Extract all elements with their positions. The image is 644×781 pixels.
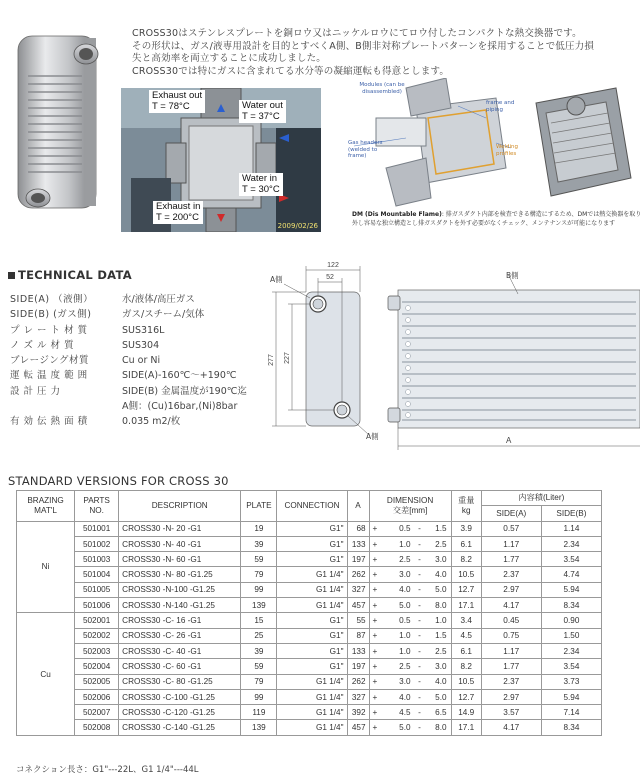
spec-key bbox=[10, 399, 122, 414]
description: CROSS30 -C-120 -G1.25 bbox=[119, 705, 241, 720]
weight-kg: 4.5 bbox=[451, 628, 481, 643]
description: CROSS30 -C-100 -G1.25 bbox=[119, 689, 241, 704]
label-a-side-bottom: A側 bbox=[366, 432, 379, 441]
spec-row bbox=[10, 368, 247, 383]
col-parts bbox=[75, 491, 119, 522]
spec-key: ブレージング材質 bbox=[10, 355, 90, 367]
spec-value: A側：(Cu)16bar,(Ni)8bar bbox=[122, 401, 238, 413]
technical-data-heading bbox=[8, 268, 132, 282]
spec-value: SIDE(B) 金属温度が190℃迄 bbox=[122, 385, 247, 397]
table-row bbox=[17, 689, 602, 704]
a-length: 197 bbox=[347, 659, 369, 674]
tolerance-max: 2.5 bbox=[435, 646, 447, 656]
connection: G1 1/4" bbox=[277, 720, 347, 735]
a-length: 262 bbox=[347, 567, 369, 582]
volume-side-a: 3.57 bbox=[481, 705, 541, 720]
dm-caption bbox=[352, 210, 642, 228]
plate-count: 139 bbox=[241, 598, 277, 613]
connection: G1 1/4" bbox=[277, 705, 347, 720]
weight-kg: 12.7 bbox=[451, 582, 481, 597]
photo-date: 2009/02/26 bbox=[277, 222, 318, 230]
connection: G1" bbox=[277, 628, 347, 643]
weight-kg: 3.4 bbox=[451, 613, 481, 628]
table-row bbox=[17, 720, 602, 735]
tolerance-max: 1.0 bbox=[435, 616, 447, 626]
col-description: DESCRIPTION bbox=[119, 491, 241, 522]
intro-line-2: その形状は、ガス/液専用設計を目的とすべくA側、B側非対称プレートパターンを採用することで低圧力損 bbox=[132, 40, 595, 52]
dash-sign: - bbox=[418, 585, 421, 595]
dash-sign: - bbox=[418, 631, 421, 641]
part-number: 502007 bbox=[75, 705, 119, 720]
label-exhaust-in-title: Exhaust in bbox=[156, 201, 201, 212]
weight-kg: 10.5 bbox=[451, 567, 481, 582]
volume-side-a: 4.17 bbox=[481, 720, 541, 735]
spec-key: ノ ズ ル 材 質 bbox=[10, 339, 75, 351]
plate-count: 139 bbox=[241, 720, 277, 735]
front-view-drawing bbox=[268, 256, 388, 446]
weight-kg: 6.1 bbox=[451, 536, 481, 551]
dimension-tolerance bbox=[369, 689, 451, 704]
plate-count: 59 bbox=[241, 552, 277, 567]
weight-kg: 12.7 bbox=[451, 689, 481, 704]
volume-side-b: 8.34 bbox=[541, 598, 601, 613]
plus-sign: + bbox=[372, 600, 378, 610]
intro-line-1: CROSS30はステンレスプレートを銅ロウ又はニッケルロウにてロウ付したコンパクトな熱交換器です。 bbox=[132, 28, 582, 39]
tolerance-max: 8.0 bbox=[435, 723, 447, 733]
spec-list bbox=[10, 292, 247, 430]
connection: G1 1/4" bbox=[277, 567, 347, 582]
spec-value: 0.035 m2/枚 bbox=[122, 416, 181, 428]
label-b-side: B側 bbox=[506, 271, 519, 280]
tolerance-min: 2.5 bbox=[399, 661, 411, 671]
part-number: 501005 bbox=[75, 582, 119, 597]
plus-sign: + bbox=[372, 524, 378, 534]
volume-side-b: 5.94 bbox=[541, 689, 601, 704]
tolerance-min: 2.5 bbox=[399, 554, 411, 564]
table-row bbox=[17, 521, 602, 536]
dimension-tolerance bbox=[369, 567, 451, 582]
spec-key: SIDE(A) （液側） bbox=[10, 294, 94, 305]
col-side-a: SIDE(A) bbox=[481, 506, 541, 521]
label-water-in-temp: T = 30°C bbox=[242, 183, 280, 195]
table-row bbox=[17, 567, 602, 582]
description: CROSS30 -C- 60 -G1 bbox=[119, 659, 241, 674]
spec-row bbox=[10, 414, 247, 429]
plate-count: 15 bbox=[241, 613, 277, 628]
volume-side-b: 7.14 bbox=[541, 705, 601, 720]
plate-count: 59 bbox=[241, 659, 277, 674]
spec-key: プ レ ー ト 材 質 bbox=[10, 324, 88, 336]
a-length: 327 bbox=[347, 582, 369, 597]
plate-count: 25 bbox=[241, 628, 277, 643]
plus-sign: + bbox=[372, 646, 378, 656]
col-parts-line1: PARTS bbox=[83, 496, 110, 506]
table-row bbox=[17, 674, 602, 689]
tolerance-min: 5.0 bbox=[399, 600, 411, 610]
dimension-tolerance bbox=[369, 613, 451, 628]
plus-sign: + bbox=[372, 692, 378, 702]
spec-key: 設 計 圧 力 bbox=[10, 385, 61, 397]
weight-kg: 6.1 bbox=[451, 643, 481, 658]
connection: G1" bbox=[277, 552, 347, 567]
tolerance-min: 5.0 bbox=[399, 723, 411, 733]
plus-sign: + bbox=[372, 677, 378, 687]
spec-row bbox=[10, 307, 247, 322]
col-brazing-line1: BRAZING bbox=[27, 496, 64, 506]
volume-side-b: 4.74 bbox=[541, 567, 601, 582]
dimension-tolerance bbox=[369, 674, 451, 689]
connection: G1" bbox=[277, 643, 347, 658]
label-exhaust-in bbox=[153, 201, 203, 224]
spec-row bbox=[10, 338, 247, 353]
dm-caption-text: : 排ガスダクト内部を検査できる構造にするため、DMでは熱交換器を取り外し容易な独立構造とし排ガスダクトを外す必要がなくチェック、メンテナンスが可能になります bbox=[352, 211, 642, 227]
connection: G1" bbox=[277, 659, 347, 674]
volume-side-b: 5.94 bbox=[541, 582, 601, 597]
part-number: 501002 bbox=[75, 536, 119, 551]
plus-sign: + bbox=[372, 707, 378, 717]
label-exhaust-out-title: Exhaust out bbox=[152, 90, 203, 101]
a-length: 457 bbox=[347, 720, 369, 735]
connection: G1" bbox=[277, 536, 347, 551]
spec-key: 有 効 伝 熱 面 積 bbox=[10, 416, 88, 428]
plus-sign: + bbox=[372, 723, 378, 733]
tolerance-min: 0.5 bbox=[399, 524, 411, 534]
volume-side-b: 1.50 bbox=[541, 628, 601, 643]
description: CROSS30 -C- 80 -G1.25 bbox=[119, 674, 241, 689]
tolerance-max: 2.5 bbox=[435, 539, 447, 549]
tolerance-max: 4.0 bbox=[435, 570, 447, 580]
col-weight-line1: 重量 bbox=[458, 496, 475, 506]
dimension-tolerance bbox=[369, 659, 451, 674]
label-water-out-temp: T = 37°C bbox=[242, 110, 280, 122]
description: CROSS30 -N- 60 -G1 bbox=[119, 552, 241, 567]
table-row bbox=[17, 705, 602, 720]
weight-kg: 10.5 bbox=[451, 674, 481, 689]
tolerance-min: 4.0 bbox=[399, 585, 411, 595]
part-number: 502005 bbox=[75, 674, 119, 689]
spec-value: 水/液体/高圧ガス bbox=[122, 294, 195, 305]
tolerance-min: 4.5 bbox=[399, 707, 411, 717]
col-weight-line2: kg bbox=[461, 505, 471, 515]
dimension-tolerance bbox=[369, 598, 451, 613]
intro-text bbox=[132, 28, 640, 78]
part-number: 502006 bbox=[75, 689, 119, 704]
dm-label-welding: Welding profiles bbox=[496, 144, 519, 157]
label-exhaust-in-temp: T = 200°C bbox=[156, 211, 199, 223]
col-connection: CONNECTION bbox=[277, 491, 347, 522]
spec-row bbox=[10, 292, 247, 307]
spec-value: SUS304 bbox=[122, 339, 160, 351]
dimension-tolerance bbox=[369, 536, 451, 551]
side-view-drawing bbox=[378, 262, 640, 452]
col-dimension-line1: DIMENSION bbox=[386, 496, 434, 506]
dash-sign: - bbox=[418, 646, 421, 656]
connection: G1 1/4" bbox=[277, 598, 347, 613]
description: CROSS30 -N-100 -G1.25 bbox=[119, 582, 241, 597]
dim-122: 122 bbox=[327, 262, 339, 269]
a-length: 68 bbox=[347, 521, 369, 536]
dash-sign: - bbox=[418, 723, 421, 733]
volume-side-b: 2.34 bbox=[541, 643, 601, 658]
plus-sign: + bbox=[372, 585, 378, 595]
intro-line-3: 失と高効率を両立することに成功しました。 bbox=[132, 53, 327, 64]
part-number: 501004 bbox=[75, 567, 119, 582]
plate-count: 119 bbox=[241, 705, 277, 720]
col-capacity: 内容積(Liter) bbox=[481, 491, 601, 506]
spec-row bbox=[10, 399, 247, 414]
tolerance-min: 3.0 bbox=[399, 677, 411, 687]
col-a: A bbox=[347, 491, 369, 522]
a-length: 133 bbox=[347, 536, 369, 551]
dm-caption-title: DM (Dis Mountable Flame) bbox=[352, 211, 442, 218]
dimension-tolerance bbox=[369, 582, 451, 597]
label-water-out bbox=[239, 100, 286, 123]
weight-kg: 8.2 bbox=[451, 552, 481, 567]
dimension-tolerance bbox=[369, 521, 451, 536]
dim-52: 52 bbox=[326, 274, 334, 281]
spec-key: 運 転 温 度 範 囲 bbox=[10, 370, 88, 382]
table-row bbox=[17, 628, 602, 643]
col-plate: PLATE bbox=[241, 491, 277, 522]
standard-versions-title: STANDARD VERSIONS FOR CROSS 30 bbox=[8, 474, 229, 488]
label-exhaust-out-temp: T = 78°C bbox=[152, 100, 190, 112]
label-exhaust-out bbox=[149, 90, 205, 113]
tolerance-max: 6.5 bbox=[435, 707, 447, 717]
dimension-tolerance bbox=[369, 643, 451, 658]
volume-side-a: 2.97 bbox=[481, 582, 541, 597]
col-weight bbox=[451, 491, 481, 522]
dim-277: 277 bbox=[268, 354, 275, 366]
dash-sign: - bbox=[418, 600, 421, 610]
dimension-tolerance bbox=[369, 628, 451, 643]
plus-sign: + bbox=[372, 616, 378, 626]
label-water-out-title: Water out bbox=[242, 100, 283, 111]
part-number: 502003 bbox=[75, 643, 119, 658]
volume-side-b: 8.34 bbox=[541, 720, 601, 735]
dash-sign: - bbox=[418, 677, 421, 687]
volume-side-a: 2.37 bbox=[481, 674, 541, 689]
spec-value: Cu or Ni bbox=[122, 355, 161, 367]
description: CROSS30 -N- 80 -G1.25 bbox=[119, 567, 241, 582]
tolerance-max: 3.0 bbox=[435, 554, 447, 564]
spec-value: ガス/スチーム/気体 bbox=[122, 309, 205, 321]
description: CROSS30 -C- 40 -G1 bbox=[119, 643, 241, 658]
volume-side-a: 4.17 bbox=[481, 598, 541, 613]
table-row bbox=[17, 598, 602, 613]
volume-side-a: 1.17 bbox=[481, 536, 541, 551]
standard-versions-body bbox=[17, 521, 602, 735]
volume-side-b: 0.90 bbox=[541, 613, 601, 628]
col-brazing bbox=[17, 491, 75, 522]
plate-count: 79 bbox=[241, 567, 277, 582]
plate-count: 39 bbox=[241, 643, 277, 658]
table-row bbox=[17, 536, 602, 551]
description: CROSS30 -C-140 -G1.25 bbox=[119, 720, 241, 735]
dimension-tolerance bbox=[369, 720, 451, 735]
a-length: 87 bbox=[347, 628, 369, 643]
connection: G1" bbox=[277, 521, 347, 536]
tolerance-max: 8.0 bbox=[435, 600, 447, 610]
description: CROSS30 -C- 26 -G1 bbox=[119, 628, 241, 643]
a-length: 197 bbox=[347, 552, 369, 567]
part-number: 501001 bbox=[75, 521, 119, 536]
dm-label-modules: Modules (can be disassembled) bbox=[359, 82, 405, 95]
label-water-in-title: Water in bbox=[242, 173, 278, 184]
connection: G1 1/4" bbox=[277, 674, 347, 689]
weight-kg: 3.9 bbox=[451, 521, 481, 536]
standard-versions-table bbox=[16, 490, 602, 736]
weight-kg: 14.9 bbox=[451, 705, 481, 720]
dimension-tolerance bbox=[369, 552, 451, 567]
col-brazing-line2: MAT'L bbox=[34, 505, 57, 515]
a-length: 262 bbox=[347, 674, 369, 689]
spec-key: SIDE(B) (ガス側) bbox=[10, 309, 92, 321]
weight-kg: 8.2 bbox=[451, 659, 481, 674]
tolerance-max: 5.0 bbox=[435, 585, 447, 595]
plate-count: 99 bbox=[241, 582, 277, 597]
col-dimension bbox=[369, 491, 451, 522]
a-length: 392 bbox=[347, 705, 369, 720]
table-row bbox=[17, 582, 602, 597]
part-number: 502002 bbox=[75, 628, 119, 643]
volume-side-b: 2.34 bbox=[541, 536, 601, 551]
tolerance-min: 4.0 bbox=[399, 692, 411, 702]
description: CROSS30 -N- 40 -G1 bbox=[119, 536, 241, 551]
volume-side-b: 1.14 bbox=[541, 521, 601, 536]
part-number: 502008 bbox=[75, 720, 119, 735]
part-number: 501006 bbox=[75, 598, 119, 613]
dim-a: A bbox=[506, 436, 512, 445]
a-length: 55 bbox=[347, 613, 369, 628]
installation-photo bbox=[121, 88, 321, 232]
volume-side-b: 3.54 bbox=[541, 552, 601, 567]
dash-sign: - bbox=[418, 707, 421, 717]
a-length: 133 bbox=[347, 643, 369, 658]
dash-sign: - bbox=[418, 524, 421, 534]
plus-sign: + bbox=[372, 554, 378, 564]
label-a-side-top: A側 bbox=[270, 275, 283, 284]
brazing-material: Ni bbox=[17, 521, 75, 613]
brazing-material: Cu bbox=[17, 613, 75, 735]
description: CROSS30 -N-140 -G1.25 bbox=[119, 598, 241, 613]
dm-label-gas-headers: Gas headers (welded to frame) bbox=[348, 140, 383, 159]
dash-sign: - bbox=[418, 554, 421, 564]
spec-row bbox=[10, 323, 247, 338]
volume-side-a: 2.37 bbox=[481, 567, 541, 582]
plate-count: 19 bbox=[241, 521, 277, 536]
tolerance-max: 1.5 bbox=[435, 524, 447, 534]
product-photo bbox=[6, 26, 106, 218]
spec-row bbox=[10, 353, 247, 368]
tolerance-max: 1.5 bbox=[435, 631, 447, 641]
volume-side-a: 0.57 bbox=[481, 521, 541, 536]
spec-row bbox=[10, 384, 247, 399]
plus-sign: + bbox=[372, 570, 378, 580]
a-length: 457 bbox=[347, 598, 369, 613]
tolerance-min: 1.0 bbox=[399, 539, 411, 549]
table-row bbox=[17, 552, 602, 567]
tolerance-min: 1.0 bbox=[399, 631, 411, 641]
dash-sign: - bbox=[418, 692, 421, 702]
dm-diagram bbox=[346, 78, 636, 208]
table-row bbox=[17, 613, 602, 628]
tolerance-min: 3.0 bbox=[399, 570, 411, 580]
table-row bbox=[17, 659, 602, 674]
plus-sign: + bbox=[372, 661, 378, 671]
dim-227: 227 bbox=[284, 352, 291, 364]
spec-value: SIDE(A)-160℃～+190℃ bbox=[122, 370, 237, 382]
volume-side-a: 0.75 bbox=[481, 628, 541, 643]
tolerance-max: 3.0 bbox=[435, 661, 447, 671]
connection-footnote: コネクション長さ：G1"---22L、G1 1/4"---44L bbox=[16, 765, 199, 775]
part-number: 501003 bbox=[75, 552, 119, 567]
volume-side-a: 0.45 bbox=[481, 613, 541, 628]
part-number: 502004 bbox=[75, 659, 119, 674]
col-parts-line2: NO. bbox=[89, 505, 104, 515]
tolerance-max: 4.0 bbox=[435, 677, 447, 687]
volume-side-a: 1.17 bbox=[481, 643, 541, 658]
connection: G1 1/4" bbox=[277, 689, 347, 704]
col-dimension-line2: 交差[mm] bbox=[392, 505, 428, 515]
intro-line-4: CROSS30では特にガスに含まれてる水分等の凝縮運転も得意とします。 bbox=[132, 65, 450, 77]
tolerance-min: 1.0 bbox=[399, 646, 411, 656]
dash-sign: - bbox=[418, 661, 421, 671]
volume-side-b: 3.54 bbox=[541, 659, 601, 674]
plate-count: 79 bbox=[241, 674, 277, 689]
a-length: 327 bbox=[347, 689, 369, 704]
weight-kg: 17.1 bbox=[451, 598, 481, 613]
volume-side-a: 1.77 bbox=[481, 552, 541, 567]
plus-sign: + bbox=[372, 631, 378, 641]
weight-kg: 17.1 bbox=[451, 720, 481, 735]
label-water-in bbox=[239, 173, 283, 196]
plate-count: 39 bbox=[241, 536, 277, 551]
heading-square-icon bbox=[8, 272, 15, 279]
volume-side-a: 2.97 bbox=[481, 689, 541, 704]
dash-sign: - bbox=[418, 570, 421, 580]
part-number: 502001 bbox=[75, 613, 119, 628]
spec-value: SUS316L bbox=[122, 324, 165, 336]
dash-sign: - bbox=[418, 616, 421, 626]
connection: G1 1/4" bbox=[277, 582, 347, 597]
tolerance-max: 5.0 bbox=[435, 692, 447, 702]
dimension-tolerance bbox=[369, 705, 451, 720]
volume-side-a: 1.77 bbox=[481, 659, 541, 674]
plate-count: 99 bbox=[241, 689, 277, 704]
plus-sign: + bbox=[372, 539, 378, 549]
description: CROSS30 -C- 16 -G1 bbox=[119, 613, 241, 628]
description: CROSS30 -N- 20 -G1 bbox=[119, 521, 241, 536]
technical-data-title: TECHNICAL DATA bbox=[18, 268, 132, 282]
col-side-b: SIDE(B) bbox=[541, 506, 601, 521]
table-row bbox=[17, 643, 602, 658]
volume-side-b: 3.73 bbox=[541, 674, 601, 689]
connection: G1" bbox=[277, 613, 347, 628]
dash-sign: - bbox=[418, 539, 421, 549]
dm-label-frame: frame and piping bbox=[486, 100, 515, 113]
tolerance-min: 0.5 bbox=[399, 616, 411, 626]
